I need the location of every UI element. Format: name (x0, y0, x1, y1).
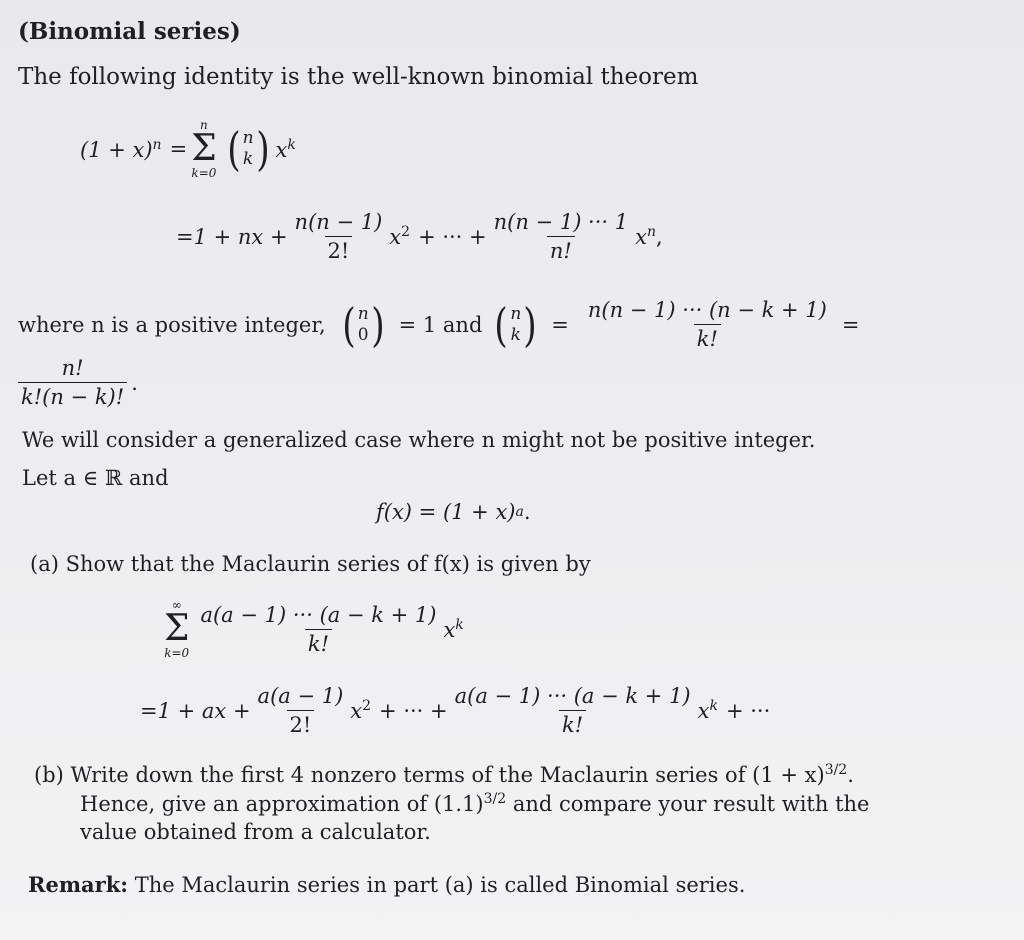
remark-text: The Maclaurin series in part (a) is called Binomial series. (128, 873, 746, 897)
maclaurin-expansion-eq (140, 684, 770, 737)
where-text: where n is a positive integer, (18, 312, 326, 337)
binom-n-k-2: ( n k ) (494, 297, 538, 352)
generalized-text: We will consider a generalized case where n might not be positive integer. (22, 428, 816, 452)
series2-frac1: $\frac{a(a - 1)}{2!}$ (257, 684, 344, 737)
heading: (Binomial series) (18, 18, 241, 45)
eq1-equals: = (169, 137, 188, 161)
where-frac: $\frac{n(n - 1) \cdot\cdot\cdot (n - k + 1)}{k!}$ (587, 298, 827, 351)
let-line: Let a ∈ ℝ and (22, 466, 169, 490)
remark-label: Remark: (28, 872, 129, 897)
series2-frac2: $\frac{a(a - 1) \cdot\cdot\cdot (a - k + 1)}{k!}$ (454, 684, 691, 737)
part-b-line1: (b) Write down the first 4 nonzero terms of the Maclaurin series of $(1 + x)^{3/2}$. (34, 762, 854, 787)
binom-n-0: ( n 0 ) (341, 297, 385, 352)
eq2-x2: $x^2$ (389, 224, 411, 249)
where-line (18, 298, 859, 351)
part-b-line3: value obtained from a calculator. (80, 820, 431, 844)
where-equals-one: = 1 and (398, 312, 483, 337)
series2-dots: + ··· + (379, 698, 448, 723)
sum-symbol: n Σ k=0 (191, 118, 217, 180)
series2-tail: + ··· (725, 698, 771, 723)
series-sum-symbol: ∞ Σ k=0 (164, 598, 190, 660)
eq2-start: =1 + nx + (176, 224, 288, 249)
eq2-dots: + ··· + (418, 224, 487, 249)
intro-text: The following identity is the well-known binomial theorem (18, 64, 699, 90)
remark (28, 872, 745, 897)
eq1-term: $x^k$ (275, 136, 296, 162)
where-equals: = (551, 312, 569, 337)
eq2-xn: $x^n$, (635, 224, 663, 249)
fx-definition: f(x) = (1 + x) a . (376, 500, 531, 524)
maclaurin-sum-eq (160, 598, 464, 660)
series-frac: $\frac{a(a - 1) \cdot\cdot\cdot (a - k + 1)}{k!}$ (200, 602, 437, 656)
eq1-lhs: $(1 + x)^n$ (80, 136, 162, 162)
part-a-text: (a) Show that the Maclaurin series of f(x) is given by (30, 552, 591, 576)
series-term: $x^k$ (443, 616, 464, 642)
eq2-frac1: $\frac{n(n - 1)}{2!}$ (294, 210, 383, 263)
series2-x2: $x^2$ (350, 698, 372, 723)
series2-start: =1 + ax + (140, 698, 251, 723)
binomial-theorem-eq (80, 118, 296, 180)
part-b-line2: Hence, give an approximation of $(1.1)^{3/2}$ and compare your result with the (80, 791, 870, 816)
where-equals-end: = (841, 312, 860, 337)
series2-xk: $x^k$ (697, 698, 718, 723)
eq2-frac2: $\frac{n(n - 1) \cdot\cdot\cdot 1}{n!}$ (493, 210, 629, 263)
factorial-fraction: $\frac{n!}{k!(n - k)!}$ . (18, 356, 138, 409)
binomial-expansion-eq (176, 210, 663, 263)
binom-n-k: ( n k ) (226, 122, 270, 176)
